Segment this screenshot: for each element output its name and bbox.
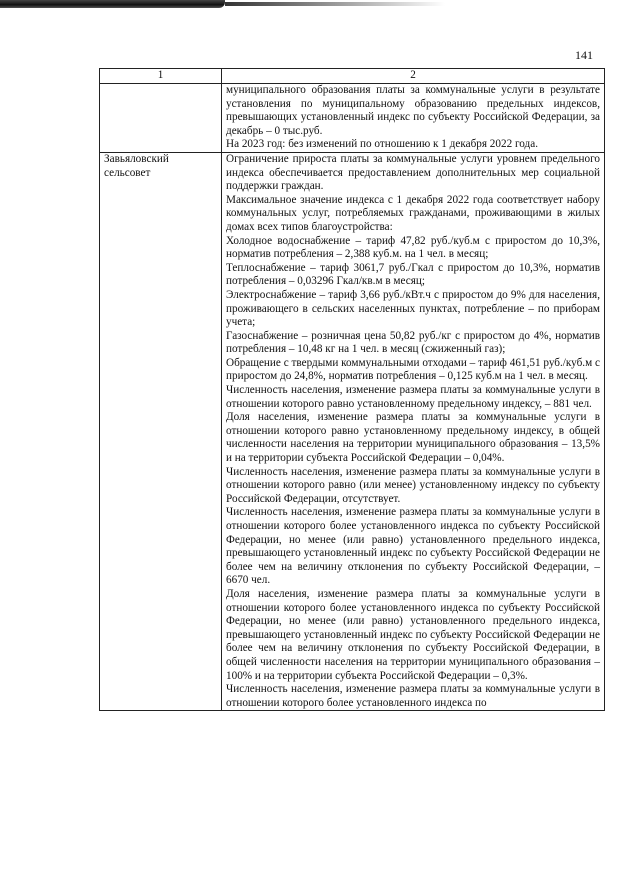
paragraph: Теплоснабжение – тариф 3061,7 руб./Гкал с приростом до 10,3%, норматив потребления – 0,03296 Гкал/кв.м в месяц;: [226, 261, 600, 288]
page-number: 141: [575, 48, 593, 62]
paragraph: муниципального образования платы за коммунальные услуги в результате установления по муниципальному образованию предельных индексов, превышающих установленный индекс по субъекту Российской Федерации, за декабрь – 0 тыс.руб.: [226, 84, 600, 137]
scan-artifact-bar: [0, 0, 225, 8]
document-table: [99, 68, 605, 711]
header-cell-2: 2: [222, 69, 605, 84]
paragraph: Доля населения, изменение размера платы за коммунальные услуги в отношении которого более установленного индекса по субъекту Российской Федерации, но менее (или равно) установленного предельного индекса, превышающего установленный индекс по субъекту Российской Федерации не более чем на величину отклонения по субъекту Российской Федерации, в общей численности населения на территории муниципального образования – 100% и на территории субъекта Российской Федерации – 0,3%.: [226, 587, 600, 682]
table-header-row: [100, 69, 605, 84]
paragraph: Численность населения, изменение размера платы за коммунальные услуги в отношении которого равно установленному предельному индексу, – 881 чел.: [226, 384, 600, 410]
paragraph: Доля населения, изменение размера платы за коммунальные услуги в отношении которого равно установленному предельному индексу, в общей численности населения на территории муниципального образования – 13,5% и на территории субъекта Российской Федерации – 0,04%.: [226, 411, 600, 465]
row1-content-cell: [222, 84, 605, 153]
paragraph: Максимальное значение индекса с 1 декабря 2022 года соответствует набору коммунальных услуг, потребляемых гражданами, проживающими в жилых домах всех типов благоустройства:: [226, 193, 600, 233]
paragraph: На 2023 год: без изменений по отношению к 1 декабря 2022 года.: [226, 138, 539, 151]
paragraph: Численность населения, изменение размера платы за коммунальные услуги в отношении которого более установленного индекса по: [226, 683, 600, 709]
scan-artifact-fade: [225, 2, 445, 6]
paragraph: Ограничение прироста платы за коммунальные услуги уровнем предельного индекса обеспечивается предоставлением дополнительных мер социальной поддержки граждан.: [226, 152, 600, 193]
header-cell-1: 1: [100, 69, 222, 84]
paragraph: Численность населения, изменение размера платы за коммунальные услуги в отношении которого более установленного индекса по субъекту Российской Федерации, но менее (или равно) установленного предельного индекса, превышающего установленный индекс по субъекту Российской Федерации не более чем на величину отклонения по субъекту Российской Федерации, – 6670 чел.: [226, 506, 600, 587]
row2-municipality-cell: Завьяловский сельсовет: [100, 152, 222, 710]
table-row: [100, 84, 605, 153]
paragraph: Электроснабжение – тариф 3,66 руб./кВт.ч с приростом до 9% для населения, проживающего в сельских населенных пунктах, потребление – по приборам учета;: [226, 288, 600, 329]
paragraph: Обращение с твердыми коммунальными отходами – тариф 461,51 руб./куб.м с приростом до 24,8%, норматив потребления – 0,125 куб.м на 1 чел. в месяц.: [226, 356, 600, 383]
row2-content-cell: [222, 152, 605, 710]
paragraph: Численность населения, изменение размера платы за коммунальные услуги в отношении которого равно (или менее) установленному индексу по субъекту Российской Федерации, отсутствует.: [226, 465, 600, 505]
table-row: [100, 152, 605, 710]
paragraph: Газоснабжение – розничная цена 50,82 руб./кг с приростом до 4%, норматив потребления – 10,48 кг на 1 чел. в месяц (сжиженный газ);: [226, 329, 600, 356]
row1-municipality-cell: [100, 84, 222, 153]
paragraph: Холодное водоснабжение – тариф 47,82 руб./куб.м с приростом до 10,3%, норматив потребления – 2,388 куб.м. на 1 чел. в месяц;: [226, 234, 600, 261]
